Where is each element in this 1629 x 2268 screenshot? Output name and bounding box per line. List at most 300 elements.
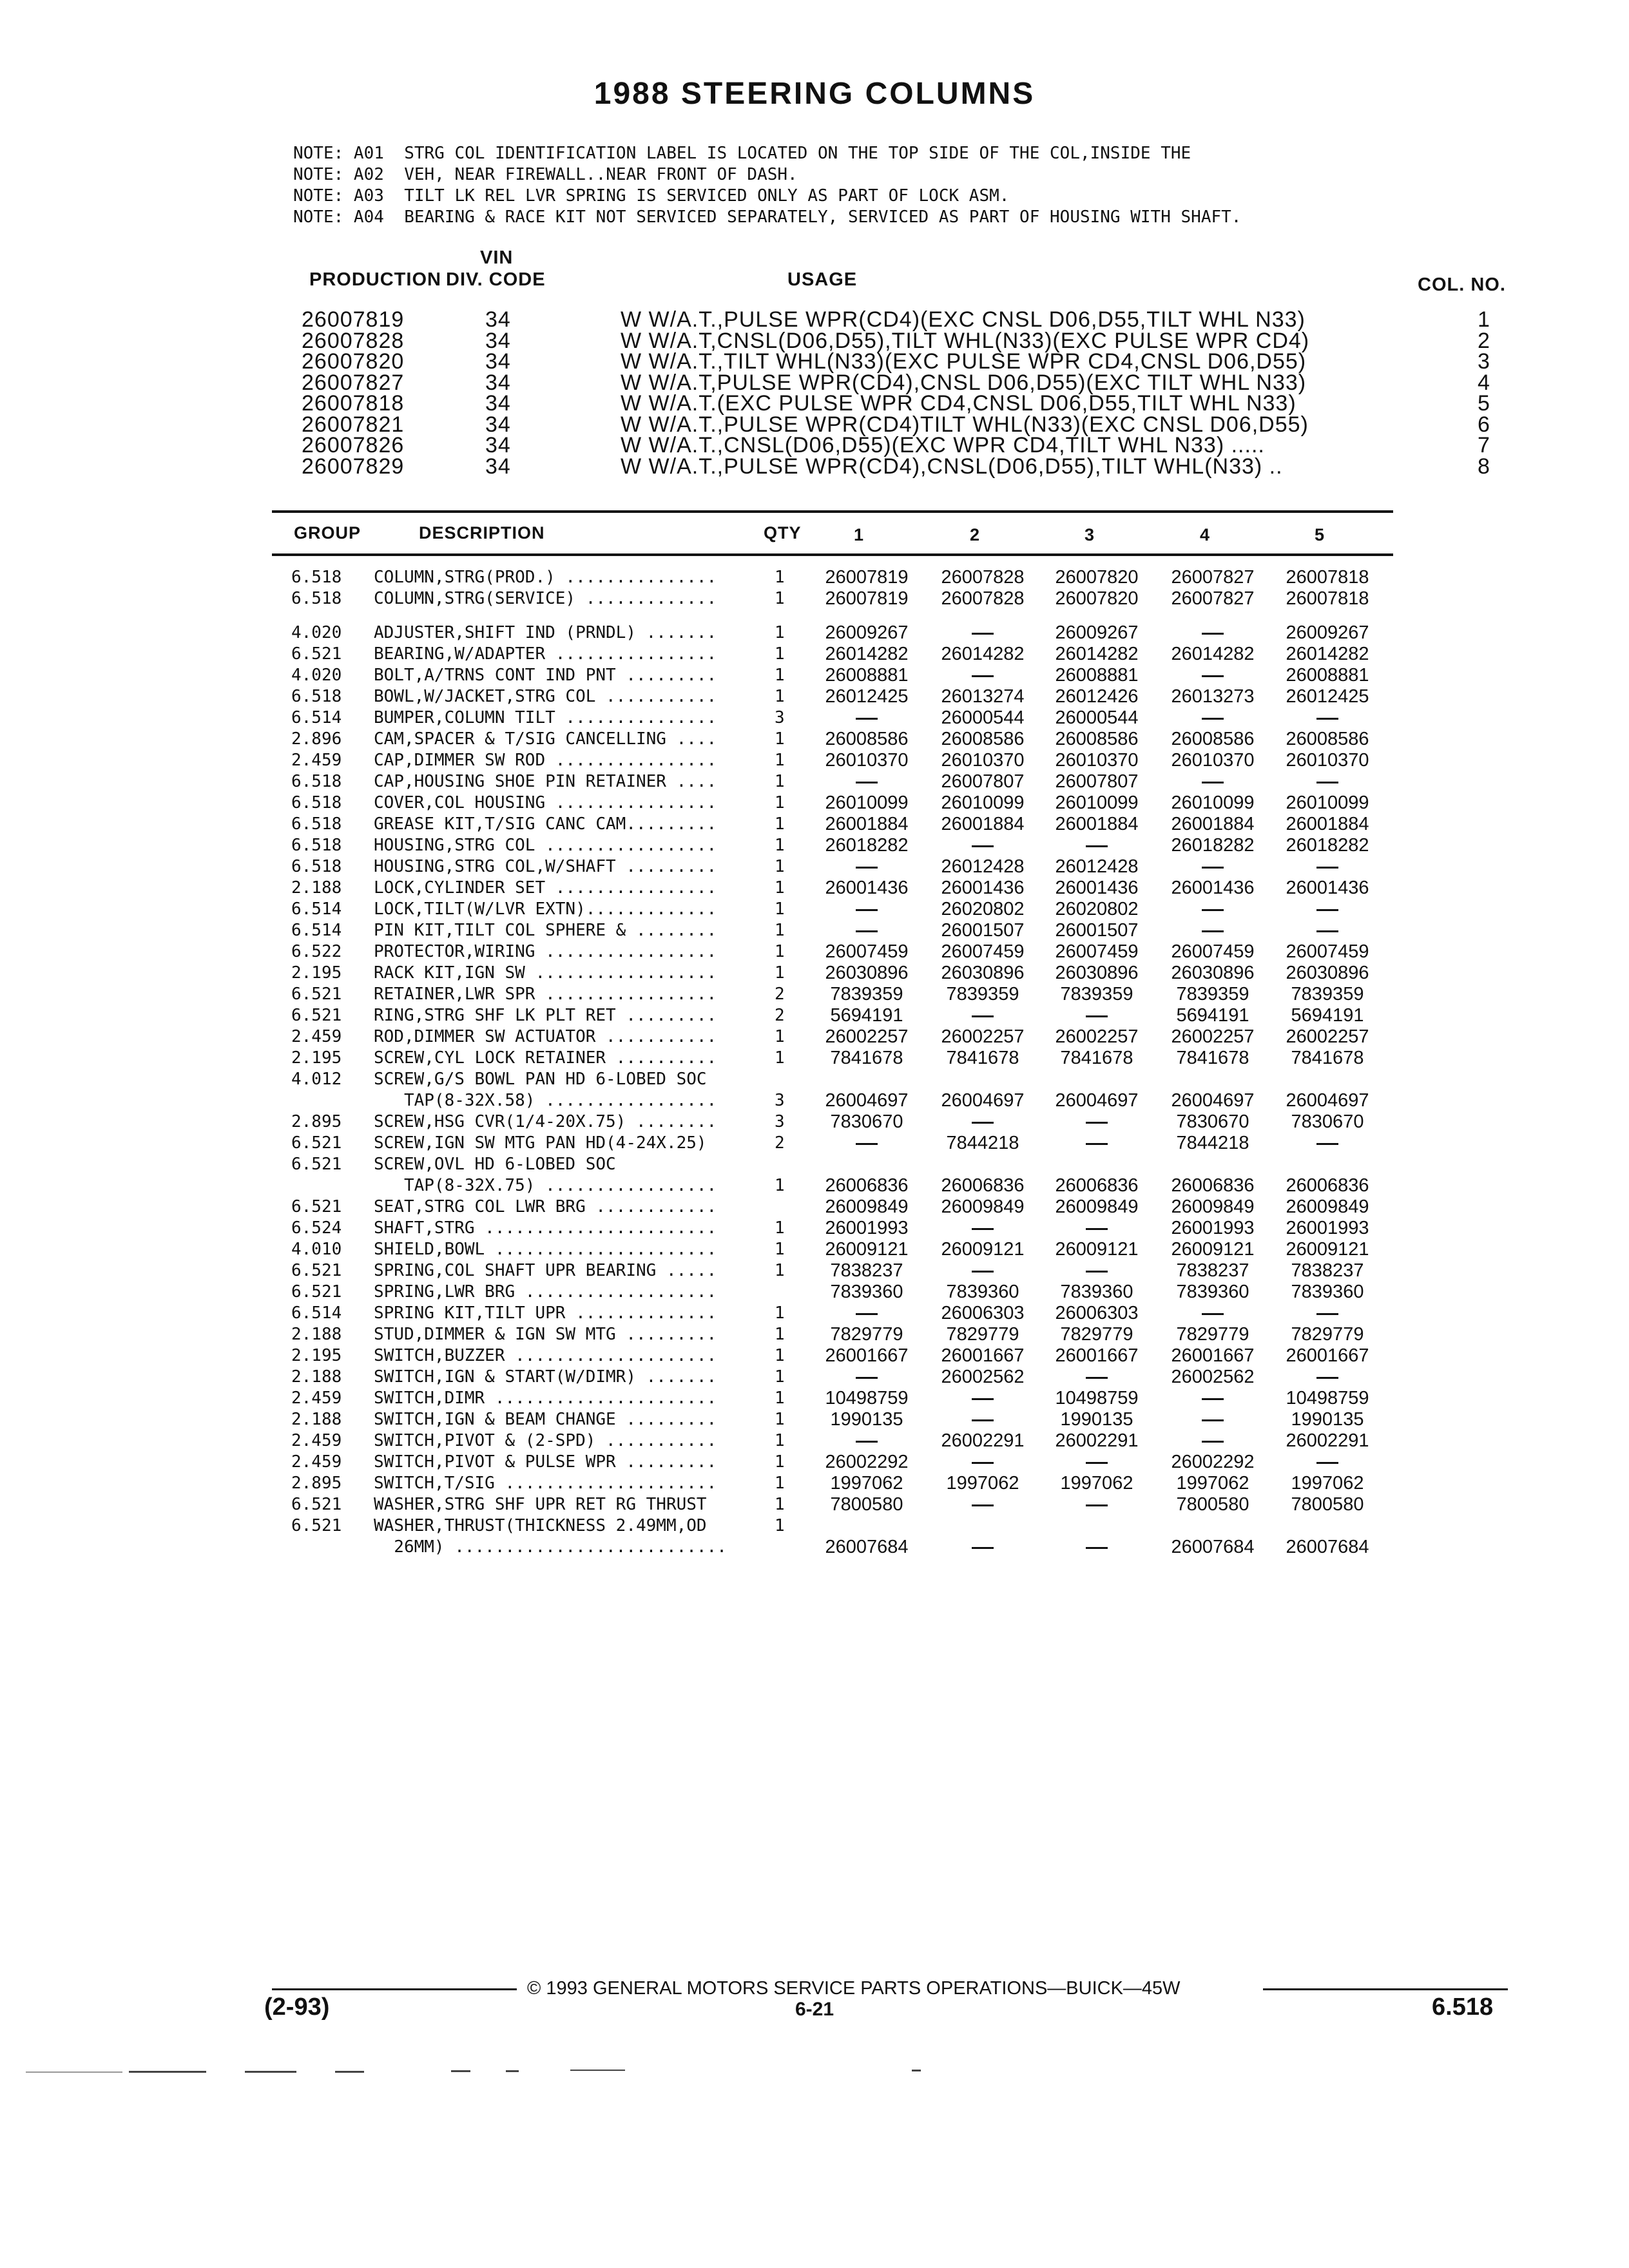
part-number-cell: 26010099 (1171, 793, 1255, 813)
usage-text: W W/A.T.,TILT WHL(N33)(EXC PULSE WPR CD4,CNSL D06,D55) (621, 349, 1307, 374)
part-number-cell: 7838237 (1176, 1260, 1249, 1281)
part-number-cell: 7839360 (830, 1282, 903, 1302)
part-number-cell: 26001884 (1286, 814, 1369, 834)
not-used-dash (1269, 899, 1385, 920)
part-number-cell: 26002257 (1055, 1026, 1139, 1047)
part-number-cell: 26010099 (825, 793, 909, 813)
description-cell: CAP,HOUSING SHOE PIN RETAINER .... (374, 772, 717, 791)
not-used-dash (1155, 920, 1271, 941)
page-title: 1988 STEERING COLUMNS (593, 77, 1036, 111)
description-cell: SCREW,OVL HD 6-LOBED SOC (374, 1155, 616, 1174)
dash-mark (1316, 867, 1338, 869)
part-number-cell: 7839360 (1291, 1282, 1364, 1302)
col-number: 2 (1478, 328, 1490, 353)
qty-cell: 1 (775, 623, 785, 642)
part-number-cell: 26009849 (941, 1196, 1025, 1217)
part-number-cell: 5694191 (1291, 1005, 1364, 1026)
part-number-cell: 26008586 (1286, 729, 1369, 749)
part-number-cell: 26007820 (1055, 588, 1139, 609)
group-cell: 6.521 (291, 985, 342, 1004)
part-number-cell: 26014282 (1055, 644, 1139, 664)
part-number-cell: 26014282 (1171, 644, 1255, 664)
dash-mark (972, 1122, 994, 1124)
not-used-dash (925, 1537, 1041, 1558)
part-number-cell: 26012428 (941, 856, 1025, 877)
not-used-dash (1269, 1452, 1385, 1473)
col-number: 1 (1478, 307, 1490, 332)
part-number-cell: 26006303 (1055, 1303, 1139, 1323)
part-number-cell: 26004697 (1286, 1090, 1369, 1111)
dash-mark (1316, 1143, 1338, 1145)
description-cell: HOUSING,STRG COL ................. (374, 836, 717, 855)
part-number-cell: 26002292 (1171, 1452, 1255, 1472)
part-number-cell: 7844218 (1176, 1133, 1249, 1153)
part-number-cell: 26007827 (1171, 567, 1255, 588)
group-cell: 2.195 (291, 1346, 342, 1365)
group-cell: 4.012 (291, 1070, 342, 1089)
part-number-cell: 1997062 (1291, 1473, 1364, 1494)
part-number-cell: 10498759 (825, 1388, 909, 1408)
dash-mark (856, 1143, 878, 1145)
usage-text: W W/A.T.,PULSE WPR(CD4)TILT WHL(N33)(EXC CNSL D06,D55) (621, 412, 1309, 437)
qty-cell: 1 (775, 1261, 785, 1280)
part-number-cell: 26001667 (825, 1345, 909, 1366)
part-number-cell: 26007820 (1055, 567, 1139, 588)
production-number: 26007821 (302, 412, 405, 437)
part-number-cell: 7829779 (830, 1324, 903, 1345)
description-cell: CAM,SPACER & T/SIG CANCELLING .... (374, 729, 717, 749)
scan-speck (335, 2071, 364, 2073)
part-number-cell: 26007459 (1286, 941, 1369, 962)
part-number-cell: 26018282 (825, 835, 909, 856)
part-number-cell: 1997062 (946, 1473, 1019, 1494)
part-number-cell: 26001884 (1055, 814, 1139, 834)
usage-text: W W/A.T.,PULSE WPR(CD4),CNSL(D06,D55),TILT WHL(N33) .. (621, 454, 1283, 479)
not-used-dash (1155, 622, 1271, 644)
part-number-cell: 26007819 (825, 567, 909, 588)
group-cell: 6.521 (291, 1495, 342, 1514)
part-number-cell: 26001667 (1171, 1345, 1255, 1366)
production-number: 26007818 (302, 391, 405, 416)
div-code-header: DIV. CODE (446, 269, 546, 290)
copyright-line: © 1993 GENERAL MOTORS SERVICE PARTS OPERATIONS—BUICK—45W (527, 1978, 1181, 1999)
part-number-cell: 26030896 (1055, 963, 1139, 983)
part-number-cell: 10498759 (1286, 1388, 1369, 1408)
part-number-cell: 7841678 (1176, 1048, 1249, 1068)
qty-cell: 1 (775, 568, 785, 587)
dash-mark (1316, 718, 1338, 720)
description-cell: SPRING KIT,TILT UPR .............. (374, 1303, 717, 1323)
description-cell: SHIELD,BOWL ...................... (374, 1240, 717, 1259)
not-used-dash (1155, 899, 1271, 920)
part-number-cell: 26030896 (941, 963, 1025, 983)
production-header: PRODUCTION (309, 269, 441, 290)
note-text: BEARING & RACE KIT NOT SERVICED SEPARATELY, SERVICED AS PART OF HOUSING WITH SHAFT. (404, 207, 1242, 227)
dash-mark (1202, 1313, 1224, 1315)
part-number-cell: 26001667 (1286, 1345, 1369, 1366)
part-number-cell: 7829779 (946, 1324, 1019, 1345)
part-number-cell: 26009267 (1055, 622, 1139, 643)
part-number-cell: 10498759 (1055, 1388, 1139, 1408)
rule-top (272, 510, 1393, 513)
qty-cell: 1 (775, 857, 785, 876)
section-number: 6.518 (1432, 1994, 1494, 2021)
not-used-dash (809, 920, 925, 941)
qty-cell: 1 (775, 666, 785, 685)
qty-cell: 1 (775, 1495, 785, 1514)
part-number-cell: 26001993 (1171, 1218, 1255, 1238)
usage-text: W W/A.T.,CNSL(D06,D55)(EXC WPR CD4,TILT WHL N33) ..... (621, 433, 1265, 457)
part-number-cell: 26006836 (1055, 1175, 1139, 1196)
qty-cell: 2 (775, 1133, 785, 1153)
qty-cell: 1 (775, 921, 785, 940)
part-number-cell: 7841678 (1291, 1048, 1364, 1068)
part-number-cell: 26007828 (941, 567, 1025, 588)
dash-mark (1202, 909, 1224, 911)
div-code: 34 (485, 349, 511, 374)
qty-cell: 1 (775, 878, 785, 898)
group-cell: 6.518 (291, 687, 342, 706)
not-used-dash (809, 856, 925, 878)
qty-cell: 1 (775, 1176, 785, 1195)
group-cell: 6.514 (291, 899, 342, 919)
part-number-cell: 26001436 (1055, 878, 1139, 898)
dash-mark (856, 782, 878, 783)
description-cell: SWITCH,PIVOT & PULSE WPR ......... (374, 1452, 717, 1472)
not-used-dash (925, 622, 1041, 644)
description-cell: COVER,COL HOUSING ................ (374, 793, 717, 812)
dash-mark (972, 1228, 994, 1230)
description-cell: WASHER,THRUST(THICKNESS 2.49MM,OD (374, 1516, 707, 1535)
dash-mark (1086, 845, 1108, 847)
part-number-cell: 26009121 (825, 1239, 909, 1260)
part-number-cell: 26018282 (1286, 835, 1369, 856)
part-number-cell: 7839360 (1176, 1282, 1249, 1302)
not-used-dash (925, 1494, 1041, 1515)
qty-cell: 1 (775, 1367, 785, 1387)
not-used-dash (1269, 1133, 1385, 1154)
part-number-cell: 26007828 (941, 588, 1025, 609)
part-number-cell: 26013274 (941, 686, 1025, 707)
part-number-cell: 26002292 (825, 1452, 909, 1472)
dash-mark (1316, 782, 1338, 783)
qty-cell: 1 (775, 1048, 785, 1068)
group-cell: 6.514 (291, 1303, 342, 1323)
part-number-cell: 7829779 (1060, 1324, 1133, 1345)
dash-mark (1316, 1377, 1338, 1379)
part-number-cell: 7844218 (946, 1133, 1019, 1153)
part-number-cell: 26030896 (1171, 963, 1255, 983)
part-number-cell: 7830670 (830, 1111, 903, 1132)
note-label: NOTE: A03 (293, 186, 384, 206)
group-cell: 6.521 (291, 1197, 342, 1216)
part-number-cell: 26008881 (1286, 665, 1369, 686)
part-number-cell: 26002562 (1171, 1367, 1255, 1387)
part-number-cell: 26009849 (1171, 1196, 1255, 1217)
not-used-dash (809, 899, 925, 920)
part-number-cell: 26010370 (941, 750, 1025, 771)
part-number-cell: 26001436 (1171, 878, 1255, 898)
group-cell: 6.521 (291, 1261, 342, 1280)
group-cell: 4.020 (291, 623, 342, 642)
dash-mark (1086, 1015, 1108, 1017)
description-cell: PROTECTOR,WIRING ................. (374, 942, 717, 961)
note-text: TILT LK REL LVR SPRING IS SERVICED ONLY AS PART OF LOCK ASM. (404, 186, 1010, 206)
part-number-cell: 26010370 (1286, 750, 1369, 771)
group-cell: 6.518 (291, 857, 342, 876)
not-used-dash (1155, 1388, 1271, 1409)
part-number-cell: 26002291 (941, 1430, 1025, 1451)
col-no-header: COL. NO. (1418, 274, 1506, 295)
dash-mark (1202, 867, 1224, 869)
part-number-cell: 26001993 (825, 1218, 909, 1238)
dash-mark (1086, 1271, 1108, 1273)
dash-mark (1086, 1143, 1108, 1145)
description-cell: BUMPER,COLUMN TILT ............... (374, 708, 717, 727)
part-number-cell: 26000544 (1055, 707, 1139, 728)
not-used-dash (1039, 1494, 1155, 1515)
part-number-cell: 26030896 (1286, 963, 1369, 983)
part-number-cell: 26008586 (1055, 729, 1139, 749)
col-5-header: 5 (1315, 525, 1325, 544)
note-text: STRG COL IDENTIFICATION LABEL IS LOCATED ON THE TOP SIDE OF THE COL,INSIDE THE (404, 144, 1191, 163)
qty-cell: 1 (775, 1389, 785, 1408)
not-used-dash (1039, 1133, 1155, 1154)
qty-cell: 1 (775, 1027, 785, 1046)
part-number-cell: 26004697 (941, 1090, 1025, 1111)
part-number-cell: 26009849 (1055, 1196, 1139, 1217)
dash-mark (972, 1547, 994, 1549)
dash-mark (1316, 1462, 1338, 1464)
group-cell: 6.521 (291, 1516, 342, 1535)
dash-mark (1202, 633, 1224, 635)
part-number-cell: 26030896 (825, 963, 909, 983)
description-cell: TAP(8-32X.58) ................. (374, 1091, 717, 1110)
part-number-cell: 26014282 (1286, 644, 1369, 664)
part-number-cell: 7800580 (830, 1494, 903, 1515)
qty-header: QTY (764, 523, 802, 543)
dash-mark (972, 1419, 994, 1421)
part-number-cell: 26004697 (1055, 1090, 1139, 1111)
description-cell: BOWL,W/JACKET,STRG COL ........... (374, 687, 717, 706)
rule-header (272, 553, 1393, 556)
part-number-cell: 26000544 (941, 707, 1025, 728)
group-cell: 6.518 (291, 772, 342, 791)
part-number-cell: 26010370 (1171, 750, 1255, 771)
qty-cell: 1 (775, 644, 785, 664)
part-number-cell: 26020802 (1055, 899, 1139, 919)
qty-cell: 1 (775, 1474, 785, 1493)
qty-cell: 1 (775, 1218, 785, 1238)
part-number-cell: 7800580 (1291, 1494, 1364, 1515)
group-cell: 4.020 (291, 666, 342, 685)
dash-mark (1086, 1504, 1108, 1506)
not-used-dash (925, 835, 1041, 856)
description-cell: PIN KIT,TILT COL SPHERE & ........ (374, 921, 717, 940)
description-cell: SCREW,HSG CVR(1/4-20X.75) ........ (374, 1112, 717, 1131)
qty-cell: 1 (775, 1303, 785, 1323)
group-cell: 2.188 (291, 878, 342, 898)
col-number: 3 (1478, 349, 1490, 374)
dash-mark (1086, 1377, 1108, 1379)
dash-mark (972, 633, 994, 635)
group-cell: 6.522 (291, 942, 342, 961)
qty-cell: 1 (775, 1410, 785, 1429)
dash-mark (1202, 718, 1224, 720)
part-number-cell: 7839359 (1176, 984, 1249, 1004)
qty-cell: 1 (775, 751, 785, 770)
dash-mark (856, 930, 878, 932)
dash-mark (1086, 1122, 1108, 1124)
not-used-dash (1039, 835, 1155, 856)
dash-mark (856, 718, 878, 720)
part-number-cell: 26006836 (1286, 1175, 1369, 1196)
dash-mark (972, 1398, 994, 1400)
group-cell: 6.514 (291, 708, 342, 727)
part-number-cell: 1990135 (1291, 1409, 1364, 1430)
group-cell: 2.188 (291, 1367, 342, 1387)
scan-speck (506, 2070, 519, 2072)
dash-mark (856, 1441, 878, 1443)
group-cell: 2.459 (291, 1431, 342, 1450)
part-number-cell: 26002257 (825, 1026, 909, 1047)
part-number-cell: 26012425 (1286, 686, 1369, 707)
not-used-dash (809, 1303, 925, 1324)
part-number-cell: 26012426 (1055, 686, 1139, 707)
part-number-cell: 26007819 (825, 588, 909, 609)
not-used-dash (809, 771, 925, 793)
not-used-dash (925, 1260, 1041, 1282)
part-number-cell: 1997062 (1176, 1473, 1249, 1494)
dash-mark (972, 845, 994, 847)
date-code: (2-93) (264, 1994, 330, 2021)
part-number-cell: 26006836 (1171, 1175, 1255, 1196)
not-used-dash (1155, 665, 1271, 686)
part-number-cell: 26009849 (825, 1196, 909, 1217)
vin-label: VIN (480, 247, 514, 268)
part-number-cell: 26014282 (941, 644, 1025, 664)
dash-mark (972, 1015, 994, 1017)
part-number-cell: 1990135 (830, 1409, 903, 1430)
not-used-dash (1039, 1537, 1155, 1558)
part-number-cell: 26007818 (1286, 588, 1369, 609)
part-number-cell: 26001436 (825, 878, 909, 898)
part-number-cell: 7839360 (1060, 1282, 1133, 1302)
production-number: 26007820 (302, 349, 405, 374)
group-cell: 2.188 (291, 1410, 342, 1429)
not-used-dash (1269, 771, 1385, 793)
description-cell: RING,STRG SHF LK PLT RET ......... (374, 1006, 717, 1025)
description-cell: SWITCH,T/SIG ..................... (374, 1474, 717, 1493)
description-cell: BOLT,A/TRNS CONT IND PNT ......... (374, 666, 717, 685)
description-cell: SPRING,COL SHAFT UPR BEARING ..... (374, 1261, 717, 1280)
qty-cell: 1 (775, 963, 785, 983)
note-row (293, 186, 1241, 207)
description-cell: SHAFT,STRG ....................... (374, 1218, 717, 1238)
group-cell: 6.521 (291, 1155, 342, 1174)
description-cell: RETAINER,LWR SPR ................. (374, 985, 717, 1004)
usage-header: USAGE (787, 269, 858, 290)
qty-cell: 3 (775, 708, 785, 727)
part-number-cell: 26008881 (825, 665, 909, 686)
note-label: NOTE: A02 (293, 165, 384, 184)
production-number: 26007829 (302, 454, 405, 479)
part-number-cell: 26008586 (825, 729, 909, 749)
part-number-cell: 26010370 (1055, 750, 1139, 771)
note-row (293, 207, 1241, 228)
div-code: 34 (485, 391, 511, 416)
part-number-cell: 26007459 (1055, 941, 1139, 962)
note-text: VEH, NEAR FIREWALL..NEAR FRONT OF DASH. (404, 165, 798, 184)
dash-mark (972, 1462, 994, 1464)
not-used-dash (1269, 707, 1385, 729)
group-cell: 6.514 (291, 921, 342, 940)
part-number-cell: 26007459 (1171, 941, 1255, 962)
part-number-cell: 26001667 (1055, 1345, 1139, 1366)
qty-cell: 2 (775, 1006, 785, 1025)
part-number-cell: 26008586 (941, 729, 1025, 749)
part-number-cell: 26010099 (1286, 793, 1369, 813)
part-number-cell: 26012428 (1055, 856, 1139, 877)
production-number: 26007827 (302, 370, 405, 395)
part-number-cell: 26004697 (825, 1090, 909, 1111)
qty-cell: 1 (775, 836, 785, 855)
description-cell: SWITCH,IGN & START(W/DIMR) ....... (374, 1367, 717, 1387)
dash-mark (1316, 909, 1338, 911)
qty-cell: 3 (775, 1112, 785, 1131)
description-cell: ROD,DIMMER SW ACTUATOR ........... (374, 1027, 717, 1046)
part-number-cell: 26010099 (1055, 793, 1139, 813)
description-cell: BEARING,W/ADAPTER ................ (374, 644, 717, 664)
div-code: 34 (485, 370, 511, 395)
col-number: 6 (1478, 412, 1490, 437)
part-number-cell: 7800580 (1176, 1494, 1249, 1515)
group-cell: 6.518 (291, 589, 342, 608)
scan-speck (912, 2070, 921, 2071)
part-number-cell: 26007818 (1286, 567, 1369, 588)
part-number-cell: 26009121 (1055, 1239, 1139, 1260)
not-used-dash (809, 707, 925, 729)
qty-cell: 1 (775, 589, 785, 608)
group-cell: 6.521 (291, 644, 342, 664)
part-number-cell: 26009121 (1171, 1239, 1255, 1260)
part-number-cell: 26002291 (1286, 1430, 1369, 1451)
description-cell: WASHER,STRG SHF UPR RET RG THRUST (374, 1495, 707, 1514)
group-cell: 6.524 (291, 1218, 342, 1238)
part-number-cell: 7830670 (1176, 1111, 1249, 1132)
col-1-header: 1 (854, 525, 865, 544)
group-cell: 2.459 (291, 1389, 342, 1408)
notes-block (293, 143, 1241, 228)
group-cell: 6.518 (291, 793, 342, 812)
not-used-dash (1269, 1367, 1385, 1388)
not-used-dash (1155, 771, 1271, 793)
col-number: 7 (1478, 433, 1490, 457)
part-number-cell: 26006303 (941, 1303, 1025, 1323)
part-number-cell: 26020802 (941, 899, 1025, 919)
scan-speck (129, 2071, 206, 2073)
not-used-dash (1269, 856, 1385, 878)
part-number-cell: 26002257 (1171, 1026, 1255, 1047)
dash-mark (1202, 1398, 1224, 1400)
usage-text: W W/A.T.(EXC PULSE WPR CD4,CNSL D06,D55,TILT WHL N33) (621, 391, 1296, 416)
dash-mark (1202, 1441, 1224, 1443)
not-used-dash (1039, 1005, 1155, 1026)
div-code: 34 (485, 433, 511, 457)
not-used-dash (1155, 707, 1271, 729)
not-used-dash (1155, 1430, 1271, 1452)
col-3-header: 3 (1084, 525, 1095, 544)
